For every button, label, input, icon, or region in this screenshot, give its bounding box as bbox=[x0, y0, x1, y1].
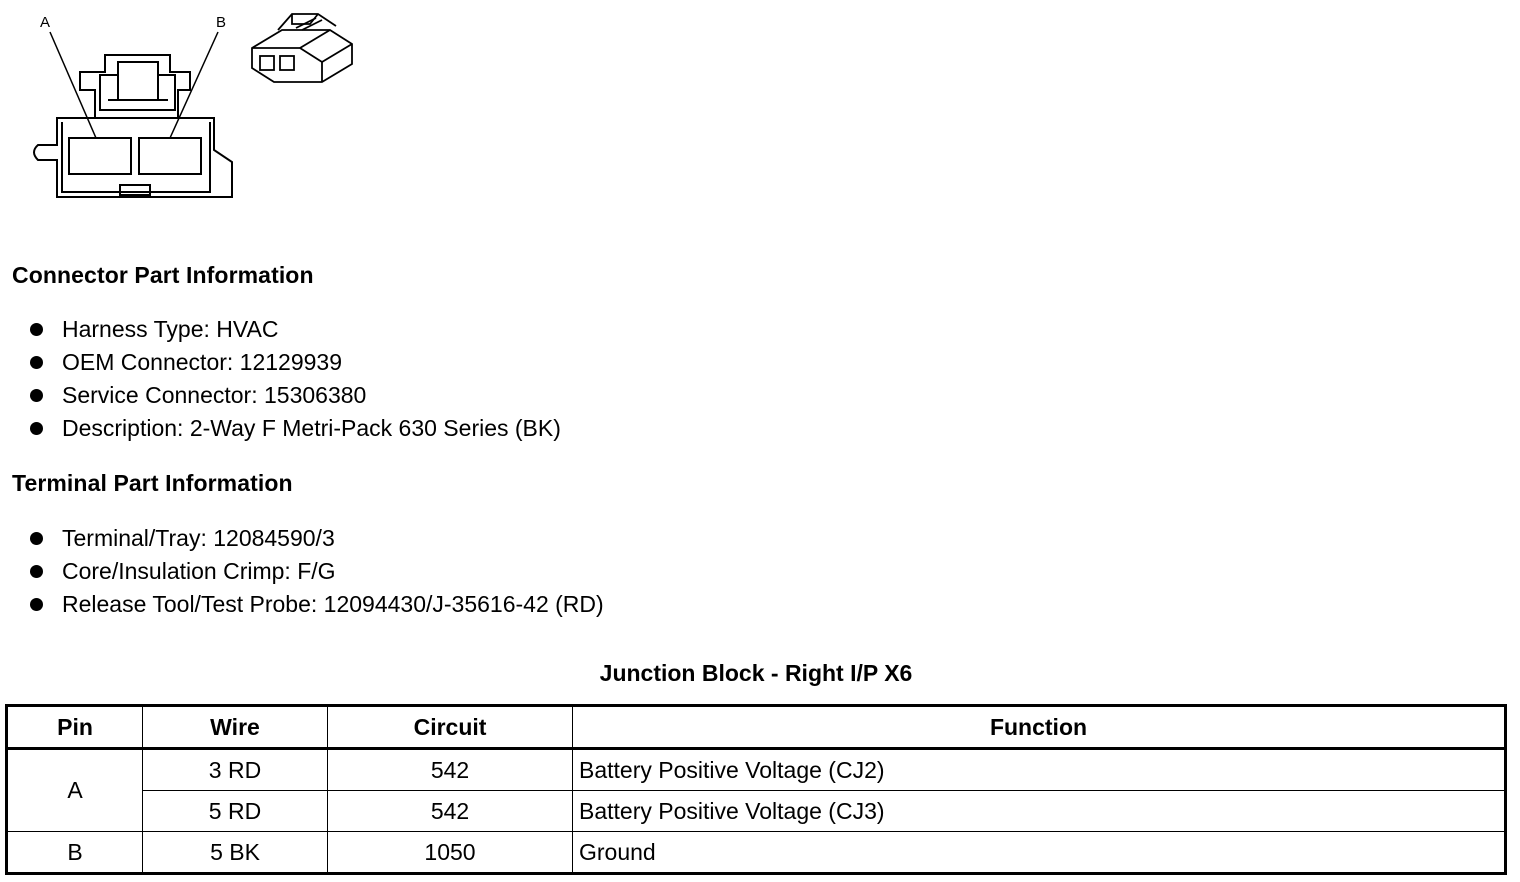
header-circuit: Circuit bbox=[328, 706, 573, 749]
bullet-icon bbox=[30, 565, 43, 578]
list-item: Release Tool/Test Probe: 12094430/J-35616-42 (RD) bbox=[28, 590, 604, 623]
list-item: Terminal/Tray: 12084590/3 bbox=[28, 524, 604, 557]
terminal-info-title: Terminal Part Information bbox=[12, 470, 293, 496]
connector-info-list bbox=[28, 315, 561, 447]
connector-iso-view bbox=[252, 14, 352, 82]
cell-function: Battery Positive Voltage (CJ3) bbox=[573, 791, 1506, 832]
connector-body-inner bbox=[62, 122, 210, 192]
list-item: Description: 2-Way F Metri-Pack 630 Series (BK) bbox=[28, 414, 561, 447]
cell-function: Battery Positive Voltage (CJ2) bbox=[573, 749, 1506, 791]
cell-circuit: 1050 bbox=[328, 832, 573, 874]
cell-circuit: 542 bbox=[328, 791, 573, 832]
header-function: Function bbox=[573, 706, 1506, 749]
header-pin: Pin bbox=[7, 706, 143, 749]
cell-wire: 5 RD bbox=[143, 791, 328, 832]
table-row bbox=[7, 832, 1506, 874]
header-wire: Wire bbox=[143, 706, 328, 749]
list-item: Core/Insulation Crimp: F/G bbox=[28, 557, 604, 590]
table-row bbox=[7, 749, 1506, 791]
bullet-icon bbox=[30, 598, 43, 611]
list-item: Harness Type: HVAC bbox=[28, 315, 561, 348]
label-b: B bbox=[216, 14, 227, 31]
bullet-icon bbox=[30, 356, 43, 369]
bullet-icon bbox=[30, 389, 43, 402]
connector-diagram bbox=[0, 0, 400, 215]
cell-pin: A bbox=[7, 749, 143, 832]
table-header-row bbox=[7, 706, 1506, 749]
cavity-b bbox=[139, 138, 201, 174]
bullet-icon bbox=[30, 422, 43, 435]
list-item: OEM Connector: 12129939 bbox=[28, 348, 561, 381]
pin-table bbox=[5, 704, 1507, 875]
table-row bbox=[7, 791, 1506, 832]
connector-latch bbox=[80, 55, 190, 118]
cell-pin: B bbox=[7, 832, 143, 874]
terminal-info-list bbox=[28, 524, 604, 623]
list-item: Service Connector: 15306380 bbox=[28, 381, 561, 414]
cell-wire: 5 BK bbox=[143, 832, 328, 874]
connector-info-title: Connector Part Information bbox=[12, 262, 314, 288]
cell-function: Ground bbox=[573, 832, 1506, 874]
label-a: A bbox=[40, 14, 51, 31]
cavity-a bbox=[69, 138, 131, 174]
cell-circuit: 542 bbox=[328, 749, 573, 791]
bullet-icon bbox=[30, 532, 43, 545]
cell-wire: 3 RD bbox=[143, 749, 328, 791]
table-title: Junction Block - Right I/P X6 bbox=[599, 660, 913, 686]
bullet-icon bbox=[30, 323, 43, 336]
